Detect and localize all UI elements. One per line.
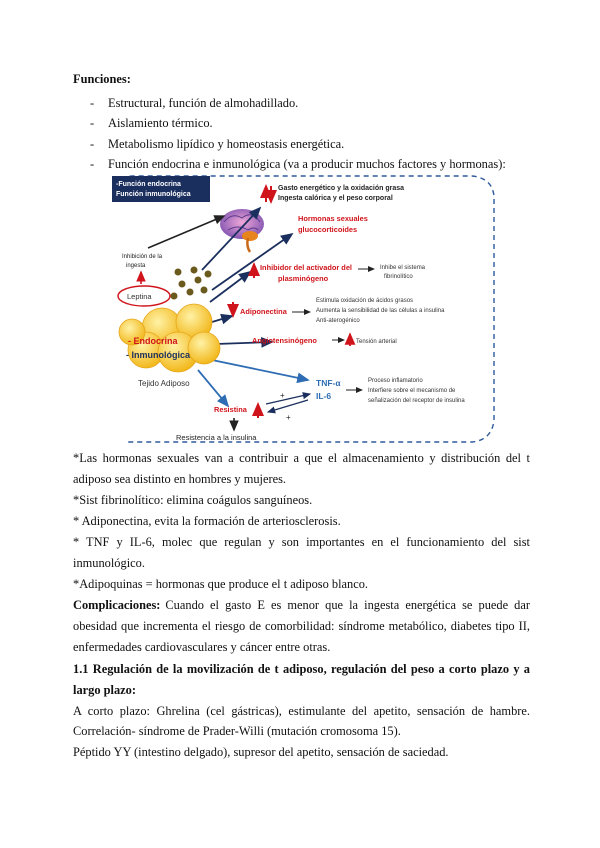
section-text: Péptido YY (intestino delgado), supresor del apetito, sensación de saciedad. bbox=[73, 745, 449, 759]
inmunologica-label: - Inmunológica bbox=[126, 350, 190, 360]
bullet-dash: - bbox=[90, 96, 95, 110]
bullet-item: Metabolismo lipídico y homeostasis energética. bbox=[108, 137, 345, 151]
legend-line1: -Función endocrina bbox=[116, 181, 181, 188]
complications-text: obesidad que incrementa el riesgo de comorbilidad: síndrome metabólico, diabetes tipo II, bbox=[73, 619, 530, 633]
inhibe-line1: Inhibe el sistema bbox=[380, 265, 426, 271]
section-heading: largo plazo: bbox=[73, 683, 136, 697]
arrow bbox=[148, 216, 224, 248]
bullet-item: Aislamiento térmico. bbox=[108, 116, 213, 130]
complications-text: Cuando el gasto E es menor que la ingesta energética se puede dar bbox=[165, 598, 530, 612]
legend-box bbox=[112, 176, 210, 202]
tnf-label: TNF-α bbox=[316, 378, 341, 388]
complications-line bbox=[73, 598, 530, 613]
note-paragraph: *Sist fibrinolítico: elimina coágulos sanguíneos. bbox=[73, 493, 313, 507]
note-paragraph: *Adipoquinas = hormonas que produce el t adiposo blanco. bbox=[73, 577, 369, 591]
adipo-effect-line1: Estimula oxidación de ácidos grasos bbox=[316, 298, 414, 304]
section-text: A corto plazo: Ghrelina (cel gástricas), estimulante del apetito, sensación de hambre. bbox=[73, 704, 530, 718]
resistencia-label: Resistencia a la insulina bbox=[176, 433, 257, 442]
inhibidor-line2: plasminógeno bbox=[278, 274, 329, 283]
bullet-dash: - bbox=[90, 137, 95, 151]
angiotensinogeno-label: Angiotensinógeno bbox=[252, 336, 317, 345]
arrow bbox=[212, 316, 232, 322]
tension-label: Tensión arterial bbox=[356, 339, 397, 345]
note-paragraph: adiposo sea distinto en hombres y mujeres. bbox=[73, 472, 287, 486]
bullet-dash: - bbox=[90, 116, 95, 130]
plus-sign: + bbox=[286, 413, 291, 422]
il6-label: IL-6 bbox=[316, 391, 332, 401]
bullet-dash: - bbox=[90, 157, 95, 171]
resistina-label: Resistina bbox=[214, 405, 247, 414]
complications-text: enfermedades cardiovasculares y cáncer entre otras. bbox=[73, 640, 331, 654]
arrow bbox=[266, 394, 310, 404]
arrow bbox=[198, 370, 228, 406]
proceso-line1: Proceso inflamatorio bbox=[368, 378, 423, 384]
inhibicion-line1: Inhibición de la bbox=[122, 254, 163, 260]
proceso-line3: señalización del receptor de insulina bbox=[368, 398, 465, 404]
functions-heading: Funciones: bbox=[73, 72, 131, 86]
legend-line2: Función inmunológica bbox=[116, 191, 191, 198]
secretion-dots bbox=[171, 267, 212, 300]
adipo-effect-line2: Aumenta la sensibilidad de las células a insulina bbox=[316, 308, 445, 314]
inhibidor-line1: Inhibidor del activador del bbox=[260, 263, 352, 272]
note-paragraph: * TNF y IL-6, molec que regulan y son importantes en el funcionamiento del sist bbox=[73, 535, 530, 549]
tejido-label: Tejido Adiposo bbox=[138, 379, 190, 388]
bullet-item: Función endocrina e inmunológica (va a producir muchos factores y hormonas): bbox=[108, 157, 506, 171]
section-heading: 1.1 Regulación de la movilización de t adiposo, regulación del peso a corto plazo y a bbox=[73, 662, 530, 676]
plus-sign: + bbox=[280, 391, 285, 400]
note-paragraph: *Las hormonas sexuales van a contribuir a que el almacenamiento y distribución del t bbox=[73, 451, 530, 465]
arrow bbox=[212, 360, 308, 380]
inhibicion-line2: ingesta bbox=[126, 263, 146, 269]
hormonas-line1: Hormonas sexuales bbox=[298, 214, 368, 223]
hormonas-line2: glucocorticoides bbox=[298, 225, 358, 234]
brain-icon bbox=[220, 209, 264, 252]
proceso-line2: Interfiere sobre el mecanismo de bbox=[368, 388, 456, 394]
gasto-line2: Ingesta calórica y el peso corporal bbox=[278, 195, 393, 202]
bullet-item: Estructural, función de almohadillado. bbox=[108, 96, 299, 110]
note-paragraph: * Adiponectina, evita la formación de arteriosclerosis. bbox=[73, 514, 341, 528]
endocrina-label: - Endocrina bbox=[128, 336, 178, 346]
note-paragraph: inmunológico. bbox=[73, 556, 145, 570]
adipose-tissue-diagram bbox=[112, 172, 496, 444]
adipo-effect-line3: Anti-aterogénico bbox=[316, 318, 360, 324]
gasto-line1: Gasto energético y la oxidación grasa bbox=[278, 185, 405, 192]
section-text: Correlación- síndrome de Prader-Willi (mutación cromosoma 15). bbox=[73, 724, 401, 738]
adiponectina-label: Adiponectina bbox=[240, 307, 287, 316]
inhibe-line2: fibrinolítico bbox=[384, 274, 413, 280]
complications-label: Complicaciones: bbox=[73, 598, 161, 612]
leptina-label: Leptina bbox=[127, 292, 152, 301]
